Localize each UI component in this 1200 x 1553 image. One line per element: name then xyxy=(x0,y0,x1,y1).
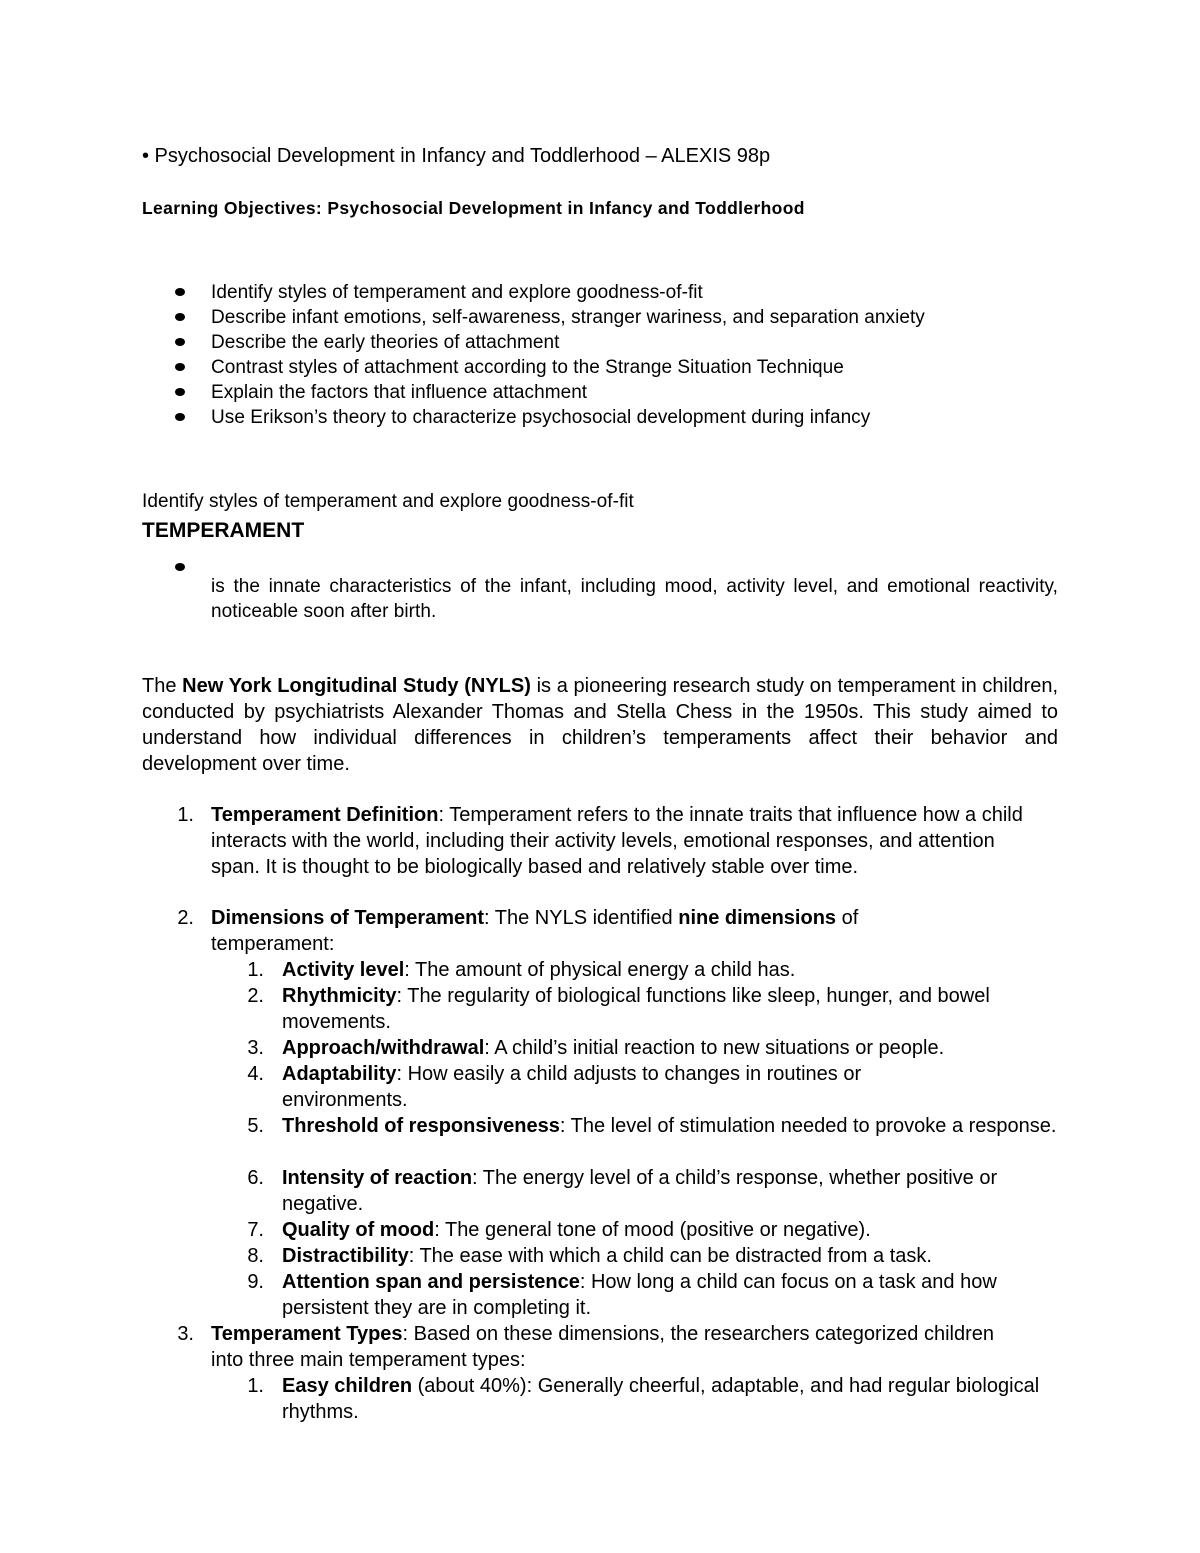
list-number: 7. xyxy=(247,1219,264,1241)
dimension-text: : The general tone of mood (positive or negative). xyxy=(434,1219,871,1241)
objective-item: Contrast styles of attachment according to the Strange Situation Technique xyxy=(211,357,844,378)
list-number: 2. xyxy=(177,907,194,929)
dimension-text: : The level of stimulation needed to provoke a response. xyxy=(559,1115,1057,1137)
dimension-term: Quality of mood xyxy=(282,1219,435,1241)
dimension-item xyxy=(282,1113,1072,1139)
bullet-icon xyxy=(175,288,185,296)
dimension-term: Approach/withdrawal xyxy=(282,1037,485,1059)
temperament-heading: TEMPERAMENT xyxy=(142,519,305,542)
dimension-term: Attention span and persistence xyxy=(282,1271,580,1293)
dimension-term: Rhythmicity xyxy=(282,985,397,1007)
point-temperament-types xyxy=(211,1321,1031,1373)
dimension-text: : The regularity of biological functions like sleep, hunger, and bowel movements. xyxy=(282,985,990,1033)
header-line: • Psychosocial Development in Infancy and Toddlerhood – ALEXIS 98p xyxy=(142,145,771,167)
bullet-icon xyxy=(175,388,185,396)
dimension-text: : The amount of physical energy a child has. xyxy=(404,959,796,981)
list-number: 1. xyxy=(177,804,194,826)
dimension-text: : A child’s initial reaction to new situations or people. xyxy=(484,1037,945,1059)
dimension-term: Adaptability xyxy=(282,1063,397,1085)
dimension-item xyxy=(282,1269,1057,1321)
bullet-icon xyxy=(175,363,185,371)
nyls-body: is a pioneering research study on temperament in children, conducted by psychiatrists Alexander Thomas and Stella Chess in the 1950s. This study aimed to understand how individual differences in children’s temperaments affect their behavior and development over time. xyxy=(142,675,1058,775)
list-number: 3. xyxy=(247,1037,264,1059)
point-term: Temperament Definition xyxy=(211,804,439,826)
list-number: 1. xyxy=(247,1375,264,1397)
objective-item: Describe the early theories of attachment xyxy=(211,332,560,353)
dimension-term: Distractibility xyxy=(282,1245,409,1267)
objective-item: Explain the factors that influence attachment xyxy=(211,382,588,403)
point-term: Dimensions of Temperament xyxy=(211,907,485,929)
dimension-item xyxy=(282,1217,1072,1243)
bullet-icon xyxy=(175,313,185,321)
learning-objectives-title: Learning Objectives: Psychosocial Development in Infancy and Toddlerhood xyxy=(142,198,805,218)
nyls-paragraph xyxy=(142,673,1058,777)
point-dimensions xyxy=(211,905,971,957)
list-number: 5. xyxy=(247,1115,264,1137)
bullet-icon xyxy=(175,413,185,421)
list-number: 8. xyxy=(247,1245,264,1267)
list-number: 1. xyxy=(247,959,264,981)
nyls-lead: The xyxy=(142,675,183,697)
list-number: 3. xyxy=(177,1323,194,1345)
dimension-item xyxy=(282,957,1072,983)
dimension-text: : The ease with which a child can be distracted from a task. xyxy=(408,1245,932,1267)
temperament-definition: is the innate characteristics of the infant, including mood, activity level, and emotional reactivity, noticeable soon after birth. xyxy=(211,576,1058,622)
dimension-term: Intensity of reaction xyxy=(282,1167,473,1189)
type-text: (about 40%): Generally cheerful, adaptable, and had regular biological rhythms. xyxy=(282,1375,1040,1423)
list-number: 6. xyxy=(247,1167,264,1189)
point-text: : Temperament refers to the innate traits that influence how a child interacts with the world, including their activity levels, emotional responses, and attention span. It is thought to be biologically based and relatively stable over time. xyxy=(211,804,1023,878)
list-number: 4. xyxy=(247,1063,264,1085)
type-term: Easy children xyxy=(282,1375,413,1397)
objective-item: Identify styles of temperament and explore goodness-of-fit xyxy=(211,282,703,303)
dimension-text: : How long a child can focus on a task and how persistent they are in completing it. xyxy=(282,1271,997,1319)
point-text: : The NYLS identified xyxy=(484,907,679,929)
bullet-icon xyxy=(175,338,185,346)
dimension-item xyxy=(282,1243,1072,1269)
point-term: Temperament Types xyxy=(211,1323,403,1345)
dimension-text: : How easily a child adjusts to changes in routines or environments. xyxy=(282,1063,862,1111)
objective-item: Use Erikson’s theory to characterize psychosocial development during infancy xyxy=(211,407,871,428)
dimension-item xyxy=(282,1035,1072,1061)
bullet-icon xyxy=(175,563,185,571)
point-text: : Based on these dimensions, the researchers categorized children into three main temperament types: xyxy=(211,1323,994,1371)
objective-item: Describe infant emotions, self-awareness, stranger wariness, and separation anxiety xyxy=(211,307,925,328)
dimension-item xyxy=(282,983,1027,1035)
dimension-item xyxy=(282,1061,982,1113)
nyls-name: New York Longitudinal Study (NYLS) xyxy=(182,675,531,697)
nine-dimensions-emphasis: nine dimensions xyxy=(678,907,837,929)
section-intro: Identify styles of temperament and explore goodness-of-fit xyxy=(142,491,634,512)
point-temperament-definition xyxy=(211,802,1026,880)
dimension-text: : The energy level of a child’s response, whether positive or negative. xyxy=(282,1167,998,1215)
dimension-term: Threshold of responsiveness xyxy=(282,1115,560,1137)
type-item xyxy=(282,1373,1052,1425)
dimension-item xyxy=(282,1165,1002,1217)
list-number: 9. xyxy=(247,1271,264,1293)
point-text: of temperament: xyxy=(211,907,859,955)
dimension-term: Activity level xyxy=(282,959,405,981)
list-number: 2. xyxy=(247,985,264,1007)
